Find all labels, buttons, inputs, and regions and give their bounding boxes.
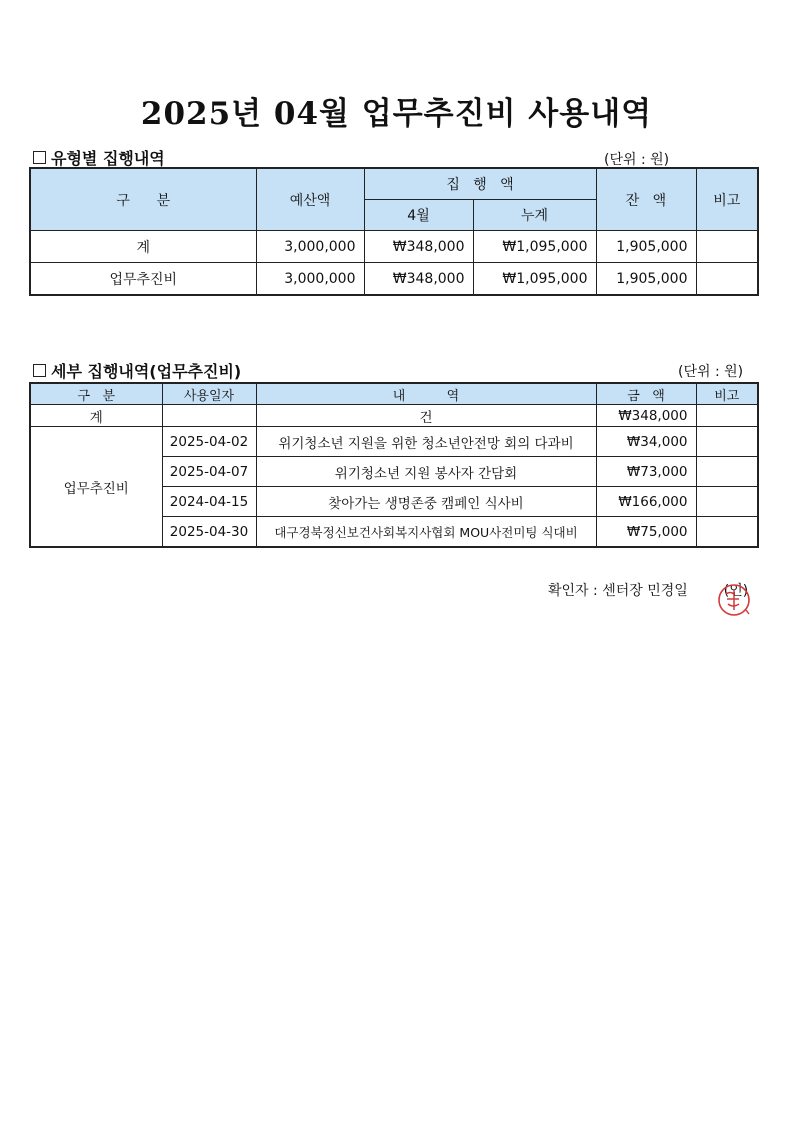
section1-title	[33, 146, 165, 169]
page-title: 2025년 04월 업무추진비 사용내역	[140, 96, 653, 132]
row-balance: 1,905,000	[596, 231, 696, 263]
row-cumulative: ₩1,095,000	[473, 263, 596, 296]
row-note	[696, 263, 758, 296]
row-amount: ₩75,000	[596, 517, 696, 548]
header-execution: 집 행 액	[364, 168, 596, 200]
header-date: 사용일자	[162, 383, 256, 405]
seal-stamp-icon	[716, 582, 752, 618]
row-date: 2025-04-07	[162, 457, 256, 487]
total-row	[30, 405, 758, 427]
table-row	[30, 427, 758, 457]
section2-unit: (단위 : 원)	[678, 364, 744, 380]
row-amount: ₩34,000	[596, 427, 696, 457]
row-cumulative: ₩1,095,000	[473, 231, 596, 263]
row-budget: 3,000,000	[256, 231, 364, 263]
header-note: 비고	[696, 383, 758, 405]
row-detail: 위기청소년 지원을 위한 청소년안전망 회의 다과비	[256, 427, 596, 457]
row-amount: ₩166,000	[596, 487, 696, 517]
section2-title	[33, 359, 241, 382]
header-note: 비고	[696, 168, 758, 231]
seal-mark: (인)	[723, 583, 749, 599]
checkbox-icon	[33, 364, 46, 377]
total-date	[162, 405, 256, 427]
confirm-label: 확인자 : 센터장 민경일	[548, 583, 688, 599]
total-note	[696, 405, 758, 427]
header-budget: 예산액	[256, 168, 364, 231]
total-detail: 건	[256, 405, 596, 427]
row-label: 계	[30, 231, 256, 263]
row-balance: 1,905,000	[596, 263, 696, 296]
total-amount: ₩348,000	[596, 405, 696, 427]
total-label: 계	[30, 405, 162, 427]
row-note	[696, 457, 758, 487]
table-row	[30, 263, 758, 296]
row-month: ₩348,000	[364, 231, 473, 263]
row-label: 업무추진비	[30, 263, 256, 296]
row-note	[696, 427, 758, 457]
header-category: 구 분	[30, 168, 256, 231]
row-amount: ₩73,000	[596, 457, 696, 487]
group-label: 업무추진비	[30, 427, 162, 548]
header-category: 구 분	[30, 383, 162, 405]
detail-execution-table	[29, 382, 759, 548]
row-date: 2025-04-30	[162, 517, 256, 548]
header-month: 4월	[364, 200, 473, 231]
row-detail: 대구경북정신보건사회복지사협회 MOU사전미팅 식대비	[256, 517, 596, 548]
row-note	[696, 487, 758, 517]
header-amount: 금 액	[596, 383, 696, 405]
section1-title-text: 유형별 집행내역	[51, 149, 165, 168]
row-note	[696, 517, 758, 548]
row-budget: 3,000,000	[256, 263, 364, 296]
checkbox-icon	[33, 151, 46, 164]
section1-unit: (단위 : 원)	[604, 152, 670, 168]
row-date: 2024-04-15	[162, 487, 256, 517]
table-row	[30, 231, 758, 263]
section2-title-text: 세부 집행내역(업무추진비)	[51, 362, 242, 381]
header-balance: 잔 액	[596, 168, 696, 231]
row-detail: 찾아가는 생명존중 캠페인 식사비	[256, 487, 596, 517]
row-note	[696, 231, 758, 263]
header-detail: 내 역	[256, 383, 596, 405]
row-date: 2025-04-02	[162, 427, 256, 457]
row-detail: 위기청소년 지원 봉사자 간담회	[256, 457, 596, 487]
header-cumulative: 누계	[473, 200, 596, 231]
row-month: ₩348,000	[364, 263, 473, 296]
type-execution-table	[29, 167, 759, 296]
